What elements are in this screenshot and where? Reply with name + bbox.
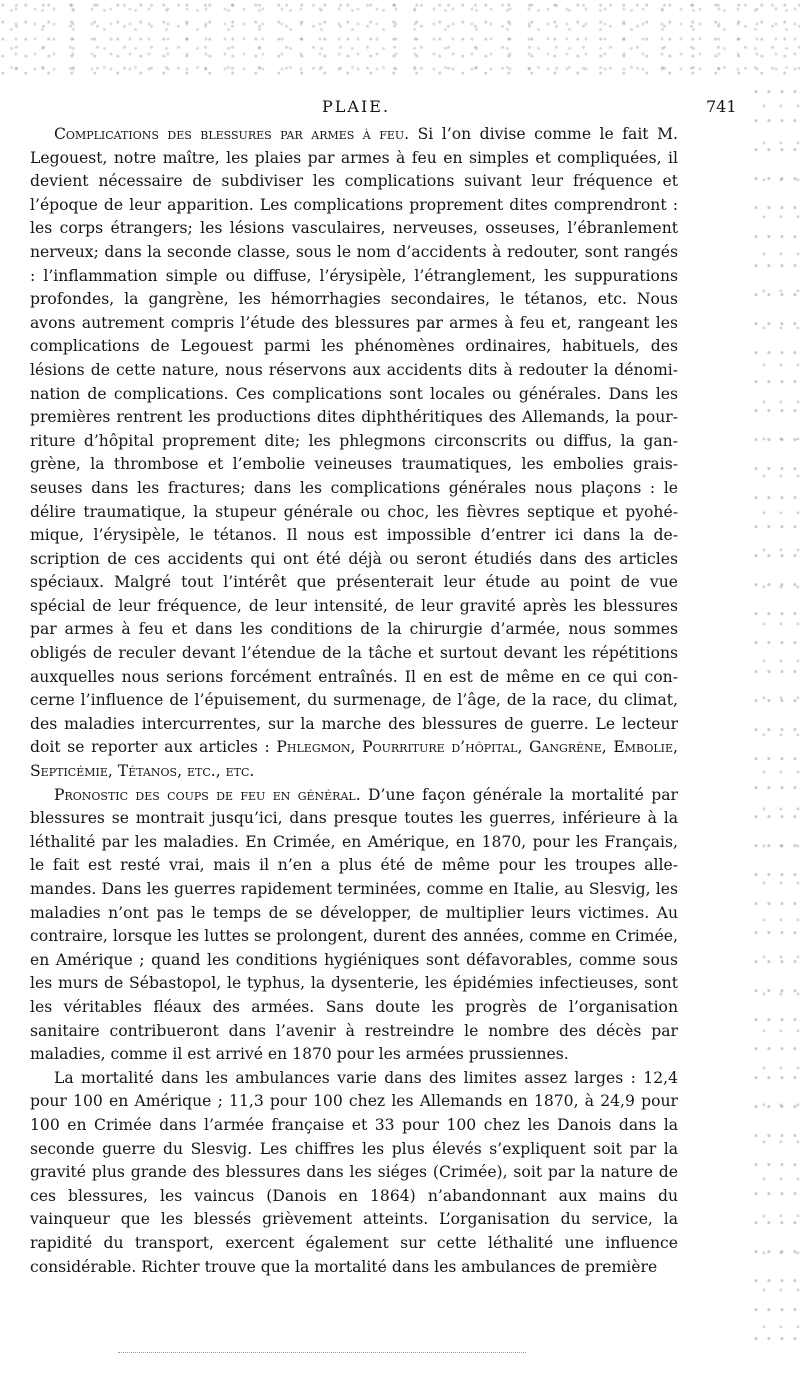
paragraph-pronostic-body: D’une façon générale la mortalité par blessures se montrait jusqu’ici, dans presque toutes les guerres, inférieure à la léthalité par les maladies. En Crimée, en Amérique, en 1870, pour les Français, le fait est resté vrai, mais il n’en a plus été de même pour les troupes allemandes. Dans les guerres rapidement terminées, comme en Italie, au Slesvig, les maladies n’ont pas le temps de se développer, de multiplier leurs victimes. Au contraire, lorsque les luttes se prolongent, durent des années, comme en Crimée, en Amérique ; quand les conditions hygiéniques sont défavorables, comme sous les murs de Sébastopol, le typhus, la dysenterie, les épidémies infectieuses, sont les véritables fléaux des armées. Sans doute les progrès de l’organisation sanitaire contribueront dans l’avenir à restreindre le nombre des décès par maladies, comme il est arrivé en 1870 pour les armées prussiennes. xyxy=(30,785,678,1064)
paragraph-mortalite xyxy=(30,1067,678,1279)
section-heading-pronostic: Pronostic des coups de feu en général. xyxy=(54,785,361,804)
running-head xyxy=(0,97,800,121)
cross-references: Phlegmon, Pourriture d’hôpital, Gangrène, Embolie, Septicémie, Tétanos, etc., etc. xyxy=(30,738,678,781)
scan-noise-top xyxy=(0,0,800,75)
paragraph-complications xyxy=(30,123,678,784)
paragraph-mortalite-body: La mortalité dans les ambulances varie dans des limites assez larges : 12,4 pour 100 en Amérique ; 11,3 pour 100 chez les Allemands en 1870, à 24,9 pour 100 en Crimée dans l’armée française et 33 pour 100 chez les Danois dans la seconde guerre du Slesvig. Les chiffres les plus élevés s’expliquent soit par la gravité plus grande des blessures dans les siéges (Crimée), soit par la nature de ces blessures, les vaincus (Danois en 1864) n’abandonnant aux mains du vainqueur que les blessés grièvement atteints. L’organisation du service, la rapidité du transport, exercent également sur cette léthalité une influence considérable. Richter trouve que la mortalité dans les ambulances de première xyxy=(30,1068,678,1276)
scan-noise-right-margin xyxy=(752,80,800,1360)
body-text xyxy=(30,123,678,1279)
running-head-title: PLAIE. xyxy=(322,97,391,116)
paragraph-complications-body: Si l’on divise comme le fait M. Legouest, notre maître, les plaies par armes à feu en simples et compliquées, il devient nécessaire de subdiviser les complications suivant leur fréquence et l’époque de leur apparition. Les complications proprement dites comprendront : les corps étrangers; les lésions vasculaires, nerveuses, osseuses, l’ébranlement nerveux; dans la seconde classe, sous le nom d’accidents à redouter, sont rangés : l’inflammation simple ou diffuse, l’érysipèle, l’étranglement, les suppurations profondes, la gangrène, les hémorrhagies secondaires, le tétanos, etc. Nous avons autrement compris l’étude des blessures par armes à feu et, rangeant les complications de Legouest parmi les phénomènes ordinaires, habituels, des lésions de cette nature, nous réservons aux accidents dits à redouter la dénomination de complications. Ces complications sont locales ou générales. Dans les premières rentrent les productions dites diphthéritiques des Allemands, la pourriture d’hôpital proprement dite; les phlegmons circonscrits ou diffus, la gangrène, la thrombose et l’embolie veineuses traumatiques, les embolies graisseuses dans les fractures; dans les complications générales nous plaçons : le délire traumatique, la stupeur générale ou choc, les fièvres septique et pyohémique, l’érysipèle, le tétanos. Il nous est impossible d’entrer ici dans la description de ces accidents qui ont été déjà ou seront étudiés dans des articles spéciaux. Malgré tout l’intérêt que présenterait leur étude au point de vue spécial de leur fréquence, de leur intensité, de leur gravité après les blessures par armes à feu et dans les conditions de la chirurgie d’armée, nous sommes obligés de reculer devant l’étendue de la tâche et surtout devant les répétitions auxquelles nous serions forcément entraînés. Il en est de même en ce qui concerne l’influence de l’épuisement, du surmenage, de l’âge, de la race, du climat, des maladies intercurrentes, sur la marche des blessures de guerre. Le lecteur doit se reporter aux articles : xyxy=(30,125,678,757)
section-heading-complications: Complications des blessures par armes à feu. xyxy=(54,125,410,143)
page-number: 741 xyxy=(706,97,737,116)
paragraph-pronostic xyxy=(30,784,678,1067)
footer-dotted-rule xyxy=(118,1352,526,1353)
